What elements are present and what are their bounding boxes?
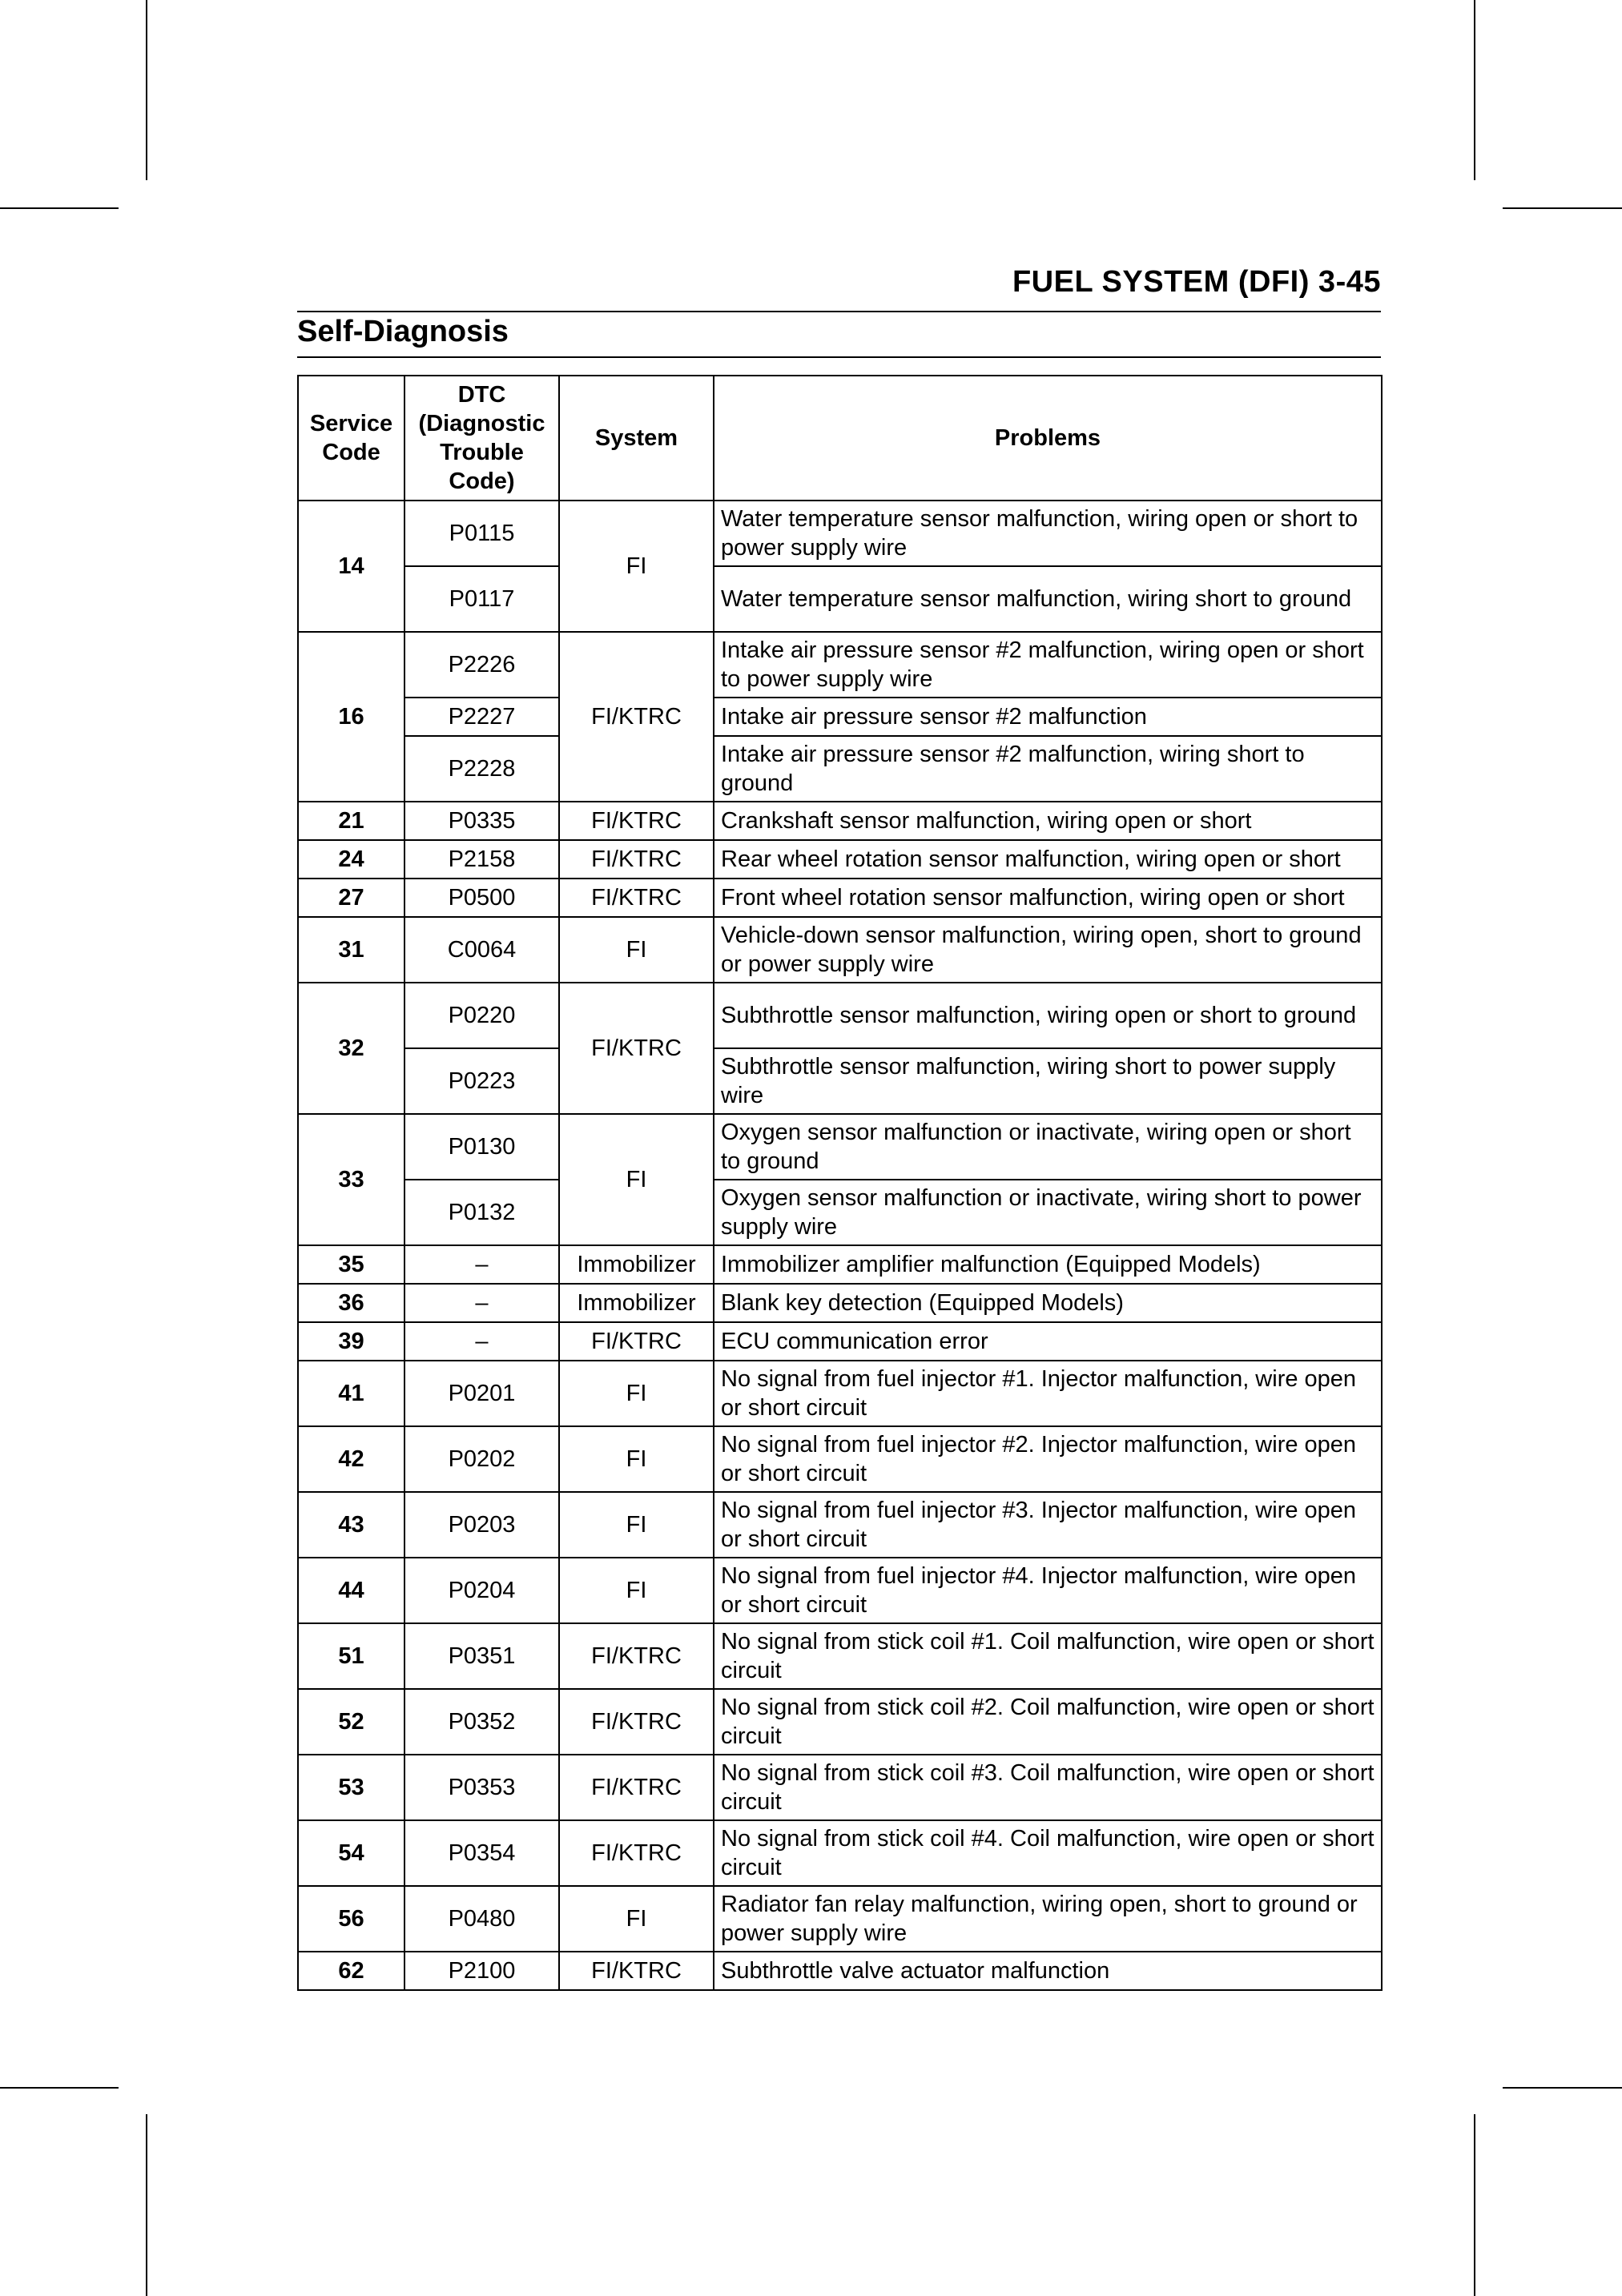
dtc-cell: P0204	[404, 1558, 559, 1623]
service-code-cell: 51	[298, 1623, 404, 1689]
system-cell: FI	[559, 1558, 714, 1623]
system-cell: FI/KTRC	[559, 983, 714, 1114]
problem-cell: Immobilizer amplifier malfunction (Equipped Models)	[714, 1245, 1382, 1284]
crop-mark	[1474, 0, 1475, 180]
table-row	[298, 632, 1382, 698]
dtc-cell: –	[404, 1245, 559, 1284]
service-code-cell: 62	[298, 1952, 404, 1990]
dtc-cell: P0351	[404, 1623, 559, 1689]
service-code-cell: 44	[298, 1558, 404, 1623]
system-cell: FI	[559, 917, 714, 983]
dtc-cell: P0335	[404, 802, 559, 840]
crop-mark	[1503, 2087, 1622, 2089]
table-row	[298, 566, 1382, 632]
header-dtc-line: Code)	[449, 468, 515, 494]
system-cell: FI	[559, 1886, 714, 1952]
problem-cell: Oxygen sensor malfunction or inactivate, wiring open or short to ground	[714, 1114, 1382, 1180]
system-cell: FI/KTRC	[559, 1623, 714, 1689]
dtc-cell: P2100	[404, 1952, 559, 1990]
table-row	[298, 1048, 1382, 1114]
table-row	[298, 501, 1382, 566]
header-service-code-line: Service	[309, 411, 393, 436]
problem-cell: No signal from stick coil #2. Coil malfunction, wire open or short circuit	[714, 1689, 1382, 1755]
service-code-cell: 43	[298, 1492, 404, 1558]
service-code-cell: 53	[298, 1755, 404, 1820]
table-row	[298, 1284, 1382, 1322]
system-cell: FI/KTRC	[559, 802, 714, 840]
service-code-cell: 32	[298, 983, 404, 1114]
dtc-cell: P2227	[404, 698, 559, 736]
header-dtc-line: DTC	[457, 382, 506, 408]
table-row	[298, 1114, 1382, 1180]
problem-cell: No signal from stick coil #4. Coil malfunction, wire open or short circuit	[714, 1820, 1382, 1886]
service-code-cell: 41	[298, 1361, 404, 1426]
service-code-cell: 52	[298, 1689, 404, 1755]
dtc-cell: P0203	[404, 1492, 559, 1558]
crop-mark	[146, 0, 147, 180]
dtc-cell: P0500	[404, 879, 559, 917]
problem-cell: No signal from fuel injector #1. Injector malfunction, wire open or short circuit	[714, 1361, 1382, 1426]
header-dtc	[404, 376, 559, 501]
dtc-cell: P0353	[404, 1755, 559, 1820]
dtc-cell: –	[404, 1284, 559, 1322]
system-cell: FI	[559, 1426, 714, 1492]
system-cell: FI/KTRC	[559, 879, 714, 917]
table-row	[298, 1180, 1382, 1245]
service-code-cell: 27	[298, 879, 404, 917]
dtc-cell: P0354	[404, 1820, 559, 1886]
table-row	[298, 1623, 1382, 1689]
problem-cell: No signal from fuel injector #3. Injector malfunction, wire open or short circuit	[714, 1492, 1382, 1558]
header-service-code-line: Code	[322, 440, 380, 465]
problem-cell: ECU communication error	[714, 1322, 1382, 1361]
table-row	[298, 698, 1382, 736]
table-row	[298, 1558, 1382, 1623]
header-dtc-line: (Diagnostic	[418, 411, 545, 436]
problem-cell: No signal from fuel injector #2. Injector malfunction, wire open or short circuit	[714, 1426, 1382, 1492]
service-code-cell: 16	[298, 632, 404, 802]
table-row	[298, 917, 1382, 983]
service-code-cell: 54	[298, 1820, 404, 1886]
table-row	[298, 1820, 1382, 1886]
table-row	[298, 1361, 1382, 1426]
system-cell: FI/KTRC	[559, 1689, 714, 1755]
problem-cell: Intake air pressure sensor #2 malfunction, wiring open or short to power supply wire	[714, 632, 1382, 698]
dtc-cell: –	[404, 1322, 559, 1361]
dtc-cell: P0201	[404, 1361, 559, 1426]
system-cell: FI	[559, 501, 714, 632]
section-title: Self-Diagnosis	[297, 315, 509, 348]
problem-cell: Blank key detection (Equipped Models)	[714, 1284, 1382, 1322]
dtc-cell: P2226	[404, 632, 559, 698]
table-row	[298, 736, 1382, 802]
crop-mark	[146, 2114, 147, 2296]
problem-cell: Intake air pressure sensor #2 malfunction	[714, 698, 1382, 736]
table-row	[298, 1426, 1382, 1492]
dtc-cell: P0220	[404, 983, 559, 1048]
problem-cell: No signal from fuel injector #4. Injector malfunction, wire open or short circuit	[714, 1558, 1382, 1623]
service-code-cell: 33	[298, 1114, 404, 1245]
dtc-cell: P0130	[404, 1114, 559, 1180]
problem-cell: Water temperature sensor malfunction, wiring open or short to power supply wire	[714, 501, 1382, 566]
service-code-cell: 42	[298, 1426, 404, 1492]
problem-cell: Subthrottle valve actuator malfunction	[714, 1952, 1382, 1990]
system-cell: Immobilizer	[559, 1284, 714, 1322]
service-code-cell: 35	[298, 1245, 404, 1284]
system-cell: FI/KTRC	[559, 1322, 714, 1361]
service-code-cell: 24	[298, 840, 404, 879]
service-code-cell: 21	[298, 802, 404, 840]
problem-cell: Water temperature sensor malfunction, wiring short to ground	[714, 566, 1382, 632]
table-row	[298, 1689, 1382, 1755]
header-problems: Problems	[714, 376, 1382, 501]
header-dtc-line: Trouble	[440, 440, 524, 465]
dtc-cell: P2228	[404, 736, 559, 802]
crop-mark	[0, 2087, 119, 2089]
table-row	[298, 1322, 1382, 1361]
system-cell: FI/KTRC	[559, 632, 714, 802]
dtc-cell: P0115	[404, 501, 559, 566]
service-code-cell: 36	[298, 1284, 404, 1322]
section-rule	[297, 356, 1381, 358]
table-row	[298, 802, 1382, 840]
problem-cell: Intake air pressure sensor #2 malfunction, wiring short to ground	[714, 736, 1382, 802]
dtc-cell: P0352	[404, 1689, 559, 1755]
dtc-cell: P2158	[404, 840, 559, 879]
system-cell: FI	[559, 1492, 714, 1558]
problem-cell: Subthrottle sensor malfunction, wiring short to power supply wire	[714, 1048, 1382, 1114]
problem-cell: No signal from stick coil #1. Coil malfunction, wire open or short circuit	[714, 1623, 1382, 1689]
header-service-code	[298, 376, 404, 501]
system-cell: FI	[559, 1361, 714, 1426]
problem-cell: Subthrottle sensor malfunction, wiring open or short to ground	[714, 983, 1382, 1048]
problem-cell: Front wheel rotation sensor malfunction, wiring open or short	[714, 879, 1382, 917]
system-cell: FI/KTRC	[559, 1755, 714, 1820]
crop-mark	[1503, 207, 1622, 209]
problem-cell: No signal from stick coil #3. Coil malfunction, wire open or short circuit	[714, 1755, 1382, 1820]
service-code-cell: 14	[298, 501, 404, 632]
table-row	[298, 840, 1382, 879]
table-header-row	[298, 376, 1382, 501]
dtc-cell: P0480	[404, 1886, 559, 1952]
crop-mark	[0, 207, 119, 209]
self-diagnosis-table	[297, 375, 1383, 1991]
dtc-cell: P0202	[404, 1426, 559, 1492]
dtc-cell: P0117	[404, 566, 559, 632]
table-row	[298, 1492, 1382, 1558]
table-row	[298, 1245, 1382, 1284]
header-system: System	[559, 376, 714, 501]
system-cell: FI/KTRC	[559, 1820, 714, 1886]
table-row	[298, 1886, 1382, 1952]
table-row	[298, 1952, 1382, 1990]
system-cell: FI/KTRC	[559, 840, 714, 879]
dtc-cell: C0064	[404, 917, 559, 983]
table-row	[298, 983, 1382, 1048]
service-code-cell: 39	[298, 1322, 404, 1361]
service-code-cell: 31	[298, 917, 404, 983]
system-cell: FI/KTRC	[559, 1952, 714, 1990]
dtc-cell: P0223	[404, 1048, 559, 1114]
header-rule	[297, 311, 1381, 312]
page-header-title: FUEL SYSTEM (DFI) 3-45	[1012, 265, 1381, 299]
service-code-cell: 56	[298, 1886, 404, 1952]
problem-cell: Rear wheel rotation sensor malfunction, wiring open or short	[714, 840, 1382, 879]
table-row	[298, 1755, 1382, 1820]
problem-cell: Oxygen sensor malfunction or inactivate, wiring short to power supply wire	[714, 1180, 1382, 1245]
problem-cell: Crankshaft sensor malfunction, wiring open or short	[714, 802, 1382, 840]
problem-cell: Radiator fan relay malfunction, wiring open, short to ground or power supply wire	[714, 1886, 1382, 1952]
system-cell: Immobilizer	[559, 1245, 714, 1284]
crop-mark	[1474, 2114, 1475, 2296]
system-cell: FI	[559, 1114, 714, 1245]
table-row	[298, 879, 1382, 917]
problem-cell: Vehicle-down sensor malfunction, wiring open, short to ground or power supply wire	[714, 917, 1382, 983]
dtc-cell: P0132	[404, 1180, 559, 1245]
